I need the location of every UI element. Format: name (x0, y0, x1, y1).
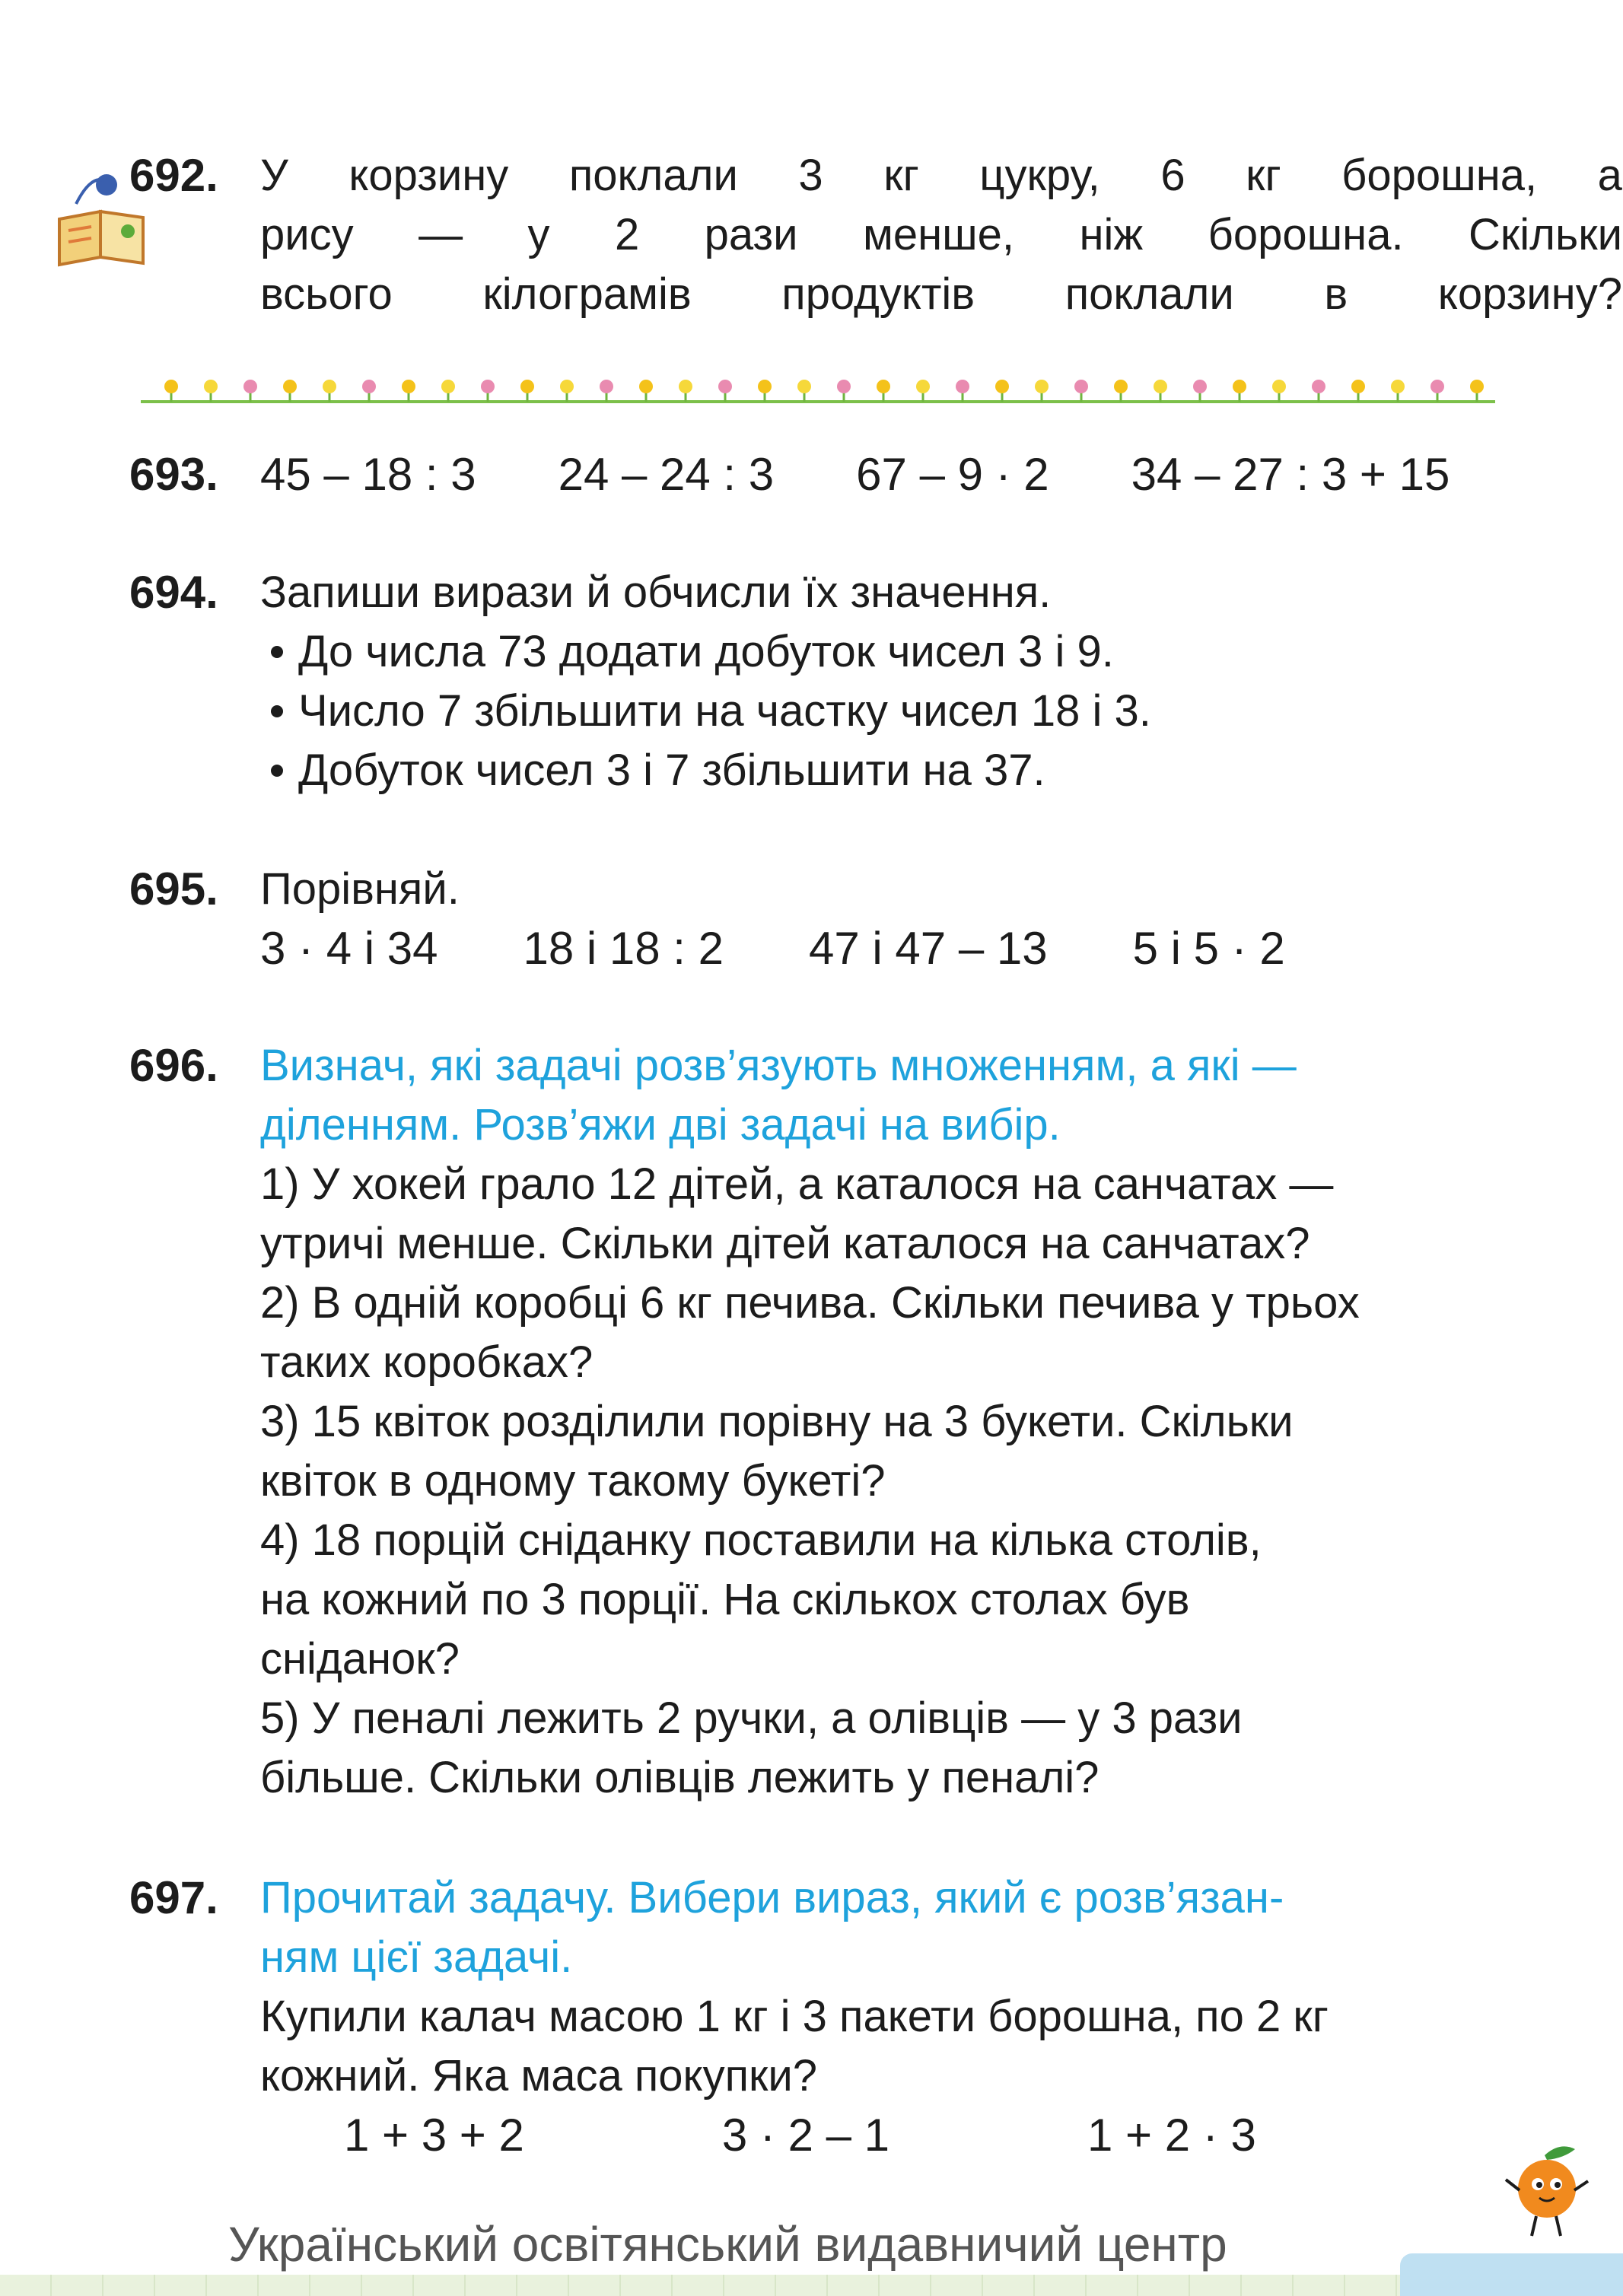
answer-option: 1 + 3 + 2 (344, 2110, 524, 2161)
flower-icon (1312, 380, 1325, 402)
task-text-line: У корзину поклали 3 кг цукру, 6 кг борошна, а (260, 151, 1622, 200)
page-number-tab (1400, 2253, 1623, 2296)
flower-icon (600, 380, 613, 402)
problem-line: на кожний по 3 порції. На скількох столах був (260, 1575, 1190, 1624)
task-instruction: Прочитай задачу. Вибери вираз, який є розв’язан- (260, 1873, 1284, 1922)
problem-line: 5) У пеналі лежить 2 ручки, а олівців — у 3 рази (260, 1693, 1243, 1743)
expression: 24 – 24 : 3 (558, 449, 775, 500)
publisher-name: Український освітянський видавничий центр (228, 2217, 1227, 2272)
problem-line: кожний. Яка маса покупки? (260, 2051, 818, 2100)
flower-icon (877, 380, 890, 402)
task-instruction: ням цієї задачі. (260, 1932, 573, 1982)
flower-icon (995, 380, 1009, 402)
flower-icon (1114, 380, 1128, 402)
flower-icon (204, 380, 218, 402)
flower-icon (243, 380, 257, 402)
flower-strip-decoration (141, 368, 1495, 411)
flower-icon (164, 380, 178, 402)
bullet-icon (271, 765, 283, 777)
answer-option: 1 + 2 · 3 (1087, 2110, 1256, 2161)
problem-line: 2) В одній коробці 6 кг печива. Скільки печива у трьох (260, 1278, 1360, 1328)
answer-options (260, 2106, 1622, 2165)
flower-icon (481, 380, 495, 402)
flower-icon (402, 380, 415, 402)
flower-icon (362, 380, 376, 402)
flower-icon (837, 380, 851, 402)
flower-icon (1430, 380, 1444, 402)
flower-icon (1074, 380, 1088, 402)
flower-icon (916, 380, 930, 402)
flower-icon (797, 380, 811, 402)
flower-icon (560, 380, 574, 402)
problem-line: Купили калач масою 1 кг і 3 пакети борошна, по 2 кг (260, 1992, 1329, 2041)
flower-icon (956, 380, 969, 402)
task-number: 696. (129, 1040, 218, 1091)
problem-line: 3) 15 квіток розділили порівну на 3 букети. Скільки (260, 1397, 1294, 1446)
flower-icon (639, 380, 653, 402)
flower-icon (718, 380, 732, 402)
flower-icon (323, 380, 336, 402)
task-number: 692. (129, 150, 218, 201)
flower-icon (1391, 380, 1405, 402)
bullet-item: До числа 73 додати добуток чисел 3 і 9. (260, 622, 1622, 682)
flower-icon (679, 380, 692, 402)
task-text-line: всього кілограмів продуктів поклали в корзину? (260, 269, 1622, 319)
expression-row (260, 445, 1622, 504)
comparison-row (260, 919, 1622, 978)
problem-line: таких коробках? (260, 1337, 594, 1387)
expression: 34 – 27 : 3 + 15 (1131, 449, 1450, 500)
task-instruction: Визнач, які задачі розв’язують множенням, а які — (260, 1041, 1297, 1090)
flower-icon (1035, 380, 1049, 402)
task-instruction: діленням. Розв’яжи дві задачі на вибір. (260, 1100, 1061, 1150)
comparison: 3 · 4 і 34 (260, 923, 438, 974)
problem-line: 4) 18 порцій сніданку поставили на кілька столів, (260, 1515, 1262, 1565)
task-number: 694. (129, 567, 218, 618)
bullet-item: Число 7 збільшити на частку чисел 18 і 3. (260, 682, 1622, 741)
flower-icon (1154, 380, 1167, 402)
flower-icon (1233, 380, 1246, 402)
task-number: 695. (129, 863, 218, 914)
expression: 45 – 18 : 3 (260, 449, 476, 500)
flower-icon (441, 380, 455, 402)
comparison: 18 і 18 : 2 (523, 923, 724, 974)
problem-line: квіток в одному такому букеті? (260, 1456, 886, 1506)
task-instruction: Порівняй. (260, 864, 460, 914)
footer-band (0, 2275, 1623, 2296)
task-text-line: рису — у 2 рази менше, ніж борошна. Скільки (260, 210, 1622, 259)
flower-icon (1272, 380, 1286, 402)
flower-icon (1351, 380, 1365, 402)
flower-icon (520, 380, 534, 402)
problem-line: 1) У хокей грало 12 дітей, а каталося на санчатах — (260, 1159, 1334, 1209)
problem-line: більше. Скільки олівців лежить у пеналі? (260, 1753, 1100, 1802)
comparison: 5 і 5 · 2 (1132, 923, 1285, 974)
flower-icon (1193, 380, 1207, 402)
expression: 67 – 9 · 2 (856, 449, 1049, 500)
bullet-item: Добуток чисел 3 і 7 збільшити на 37. (260, 741, 1622, 800)
problem-line: сніданок? (260, 1634, 460, 1684)
bullet-icon (271, 705, 283, 717)
bullet-icon (271, 646, 283, 658)
task-instruction: Запиши вирази й обчисли їх значення. (260, 568, 1052, 617)
flower-icon (1470, 380, 1484, 402)
problem-line: утричі менше. Скільки дітей каталося на санчатах? (260, 1219, 1310, 1268)
task-number: 697. (129, 1872, 218, 1923)
orange-character-icon (1503, 2142, 1594, 2240)
flower-icon (758, 380, 772, 402)
answer-option: 3 · 2 – 1 (721, 2110, 890, 2161)
flower-icon (283, 380, 297, 402)
comparison: 47 і 47 – 13 (809, 923, 1048, 974)
task-number: 693. (129, 449, 218, 500)
